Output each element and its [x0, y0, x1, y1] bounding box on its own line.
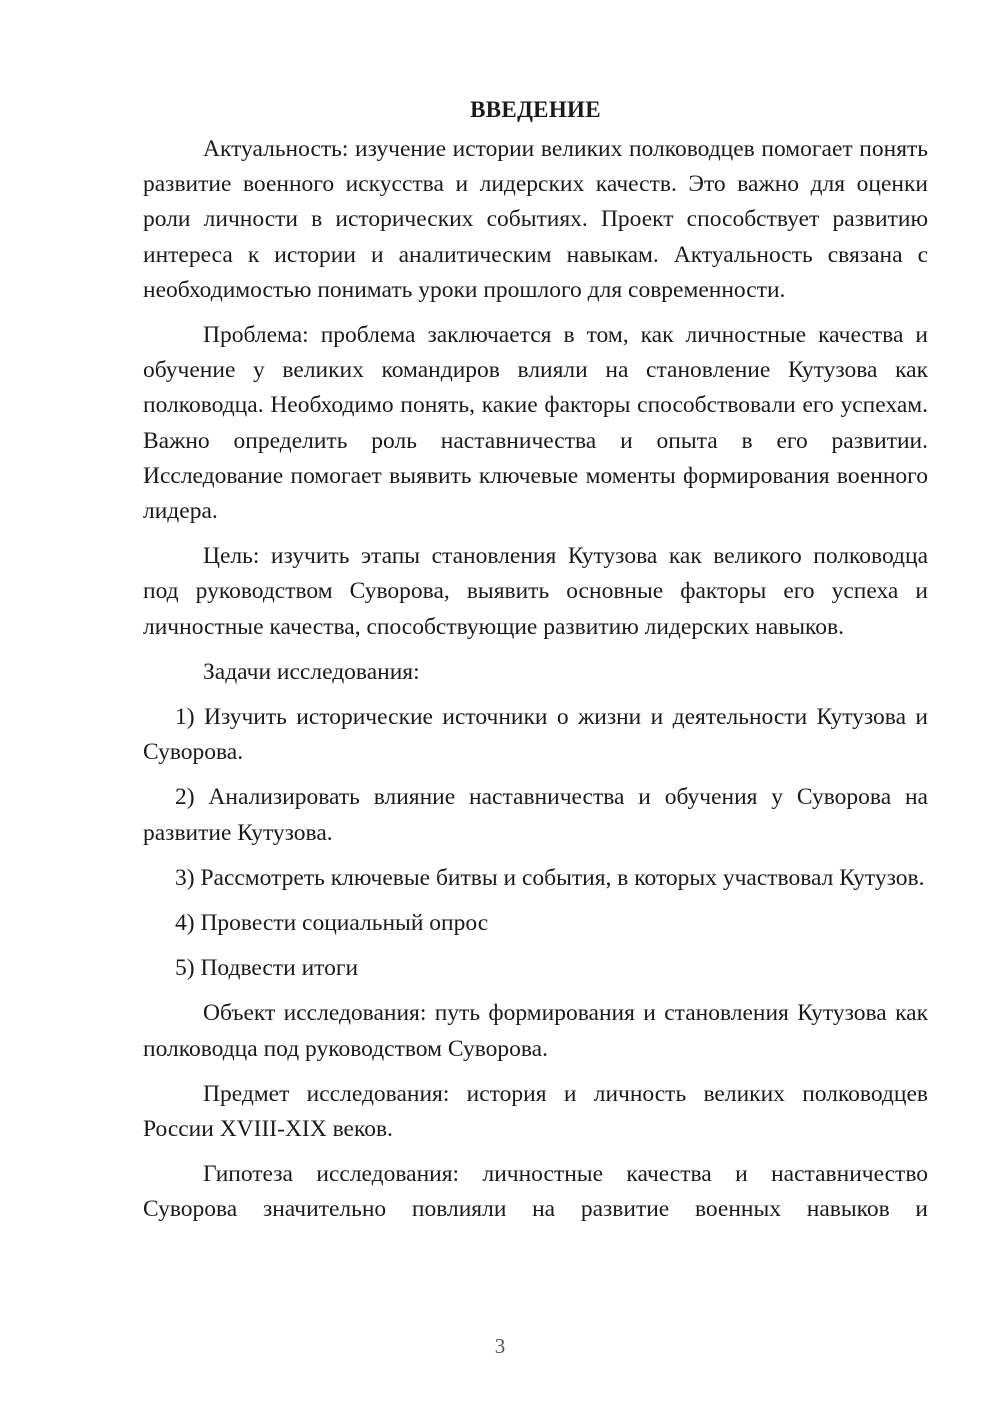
task-item-5: 5) Подвести итоги — [175, 955, 359, 982]
task-item-2: 2) Анализировать влияние наставничества и обучения у Суворова на развитие Кутузова. — [143, 784, 928, 846]
task-item-4: 4) Провести социальный опрос — [175, 910, 489, 937]
document-page — [143, 92, 928, 1238]
hypothesis-paragraph: Гипотеза исследования: личностные качества и наставничество Суворова значительно повлияли на развитие военных навыков и — [143, 1161, 928, 1223]
task-item-1: 1) Изучить исторические источники о жизни и деятельности Кутузова и Суворова. — [143, 704, 928, 766]
goal-paragraph: Цель: изучить этапы становления Кутузова как великого полководца под руководством Суворова, выявить основные факторы его успеха и личностные качества, способствующие развитию лидерских навыков. — [143, 543, 928, 640]
task-item-3: 3) Рассмотреть ключевые битвы и события, в которых участвовал Кутузов. — [175, 864, 925, 891]
relevance-paragraph: Актуальность: изучение истории великих полководцев помогает понять развитие военного искусства и лидерских качеств. Это важно для оценки роли личности в исторических событиях. Проект способствует развитию интереса к истории и аналитическим навыкам. Актуальность связана с необходимостью понимать уроки прошлого для современности. — [143, 136, 928, 303]
page-number: 3 — [494, 1334, 506, 1358]
problem-paragraph: Проблема: проблема заключается в том, как личностные качества и обучение у великих командиров влияли на становление Кутузова как полководца. Необходимо понять, какие факторы способствовали его успехам. Важно определить роль наставничества и опыта в его развитии. Исследование помогает выявить ключевые моменты формирования военного лидера. — [143, 322, 928, 525]
section-title: ВВЕДЕНИЕ — [470, 97, 601, 122]
subject-paragraph: Предмет исследования: история и личность великих полководцев России XVIII-XIX веков. — [143, 1080, 928, 1143]
tasks-heading: Задачи исследования: — [203, 658, 420, 685]
object-paragraph: Объект исследования: путь формирования и становления Кутузова как полководца под руководством Суворова. — [143, 1000, 928, 1062]
